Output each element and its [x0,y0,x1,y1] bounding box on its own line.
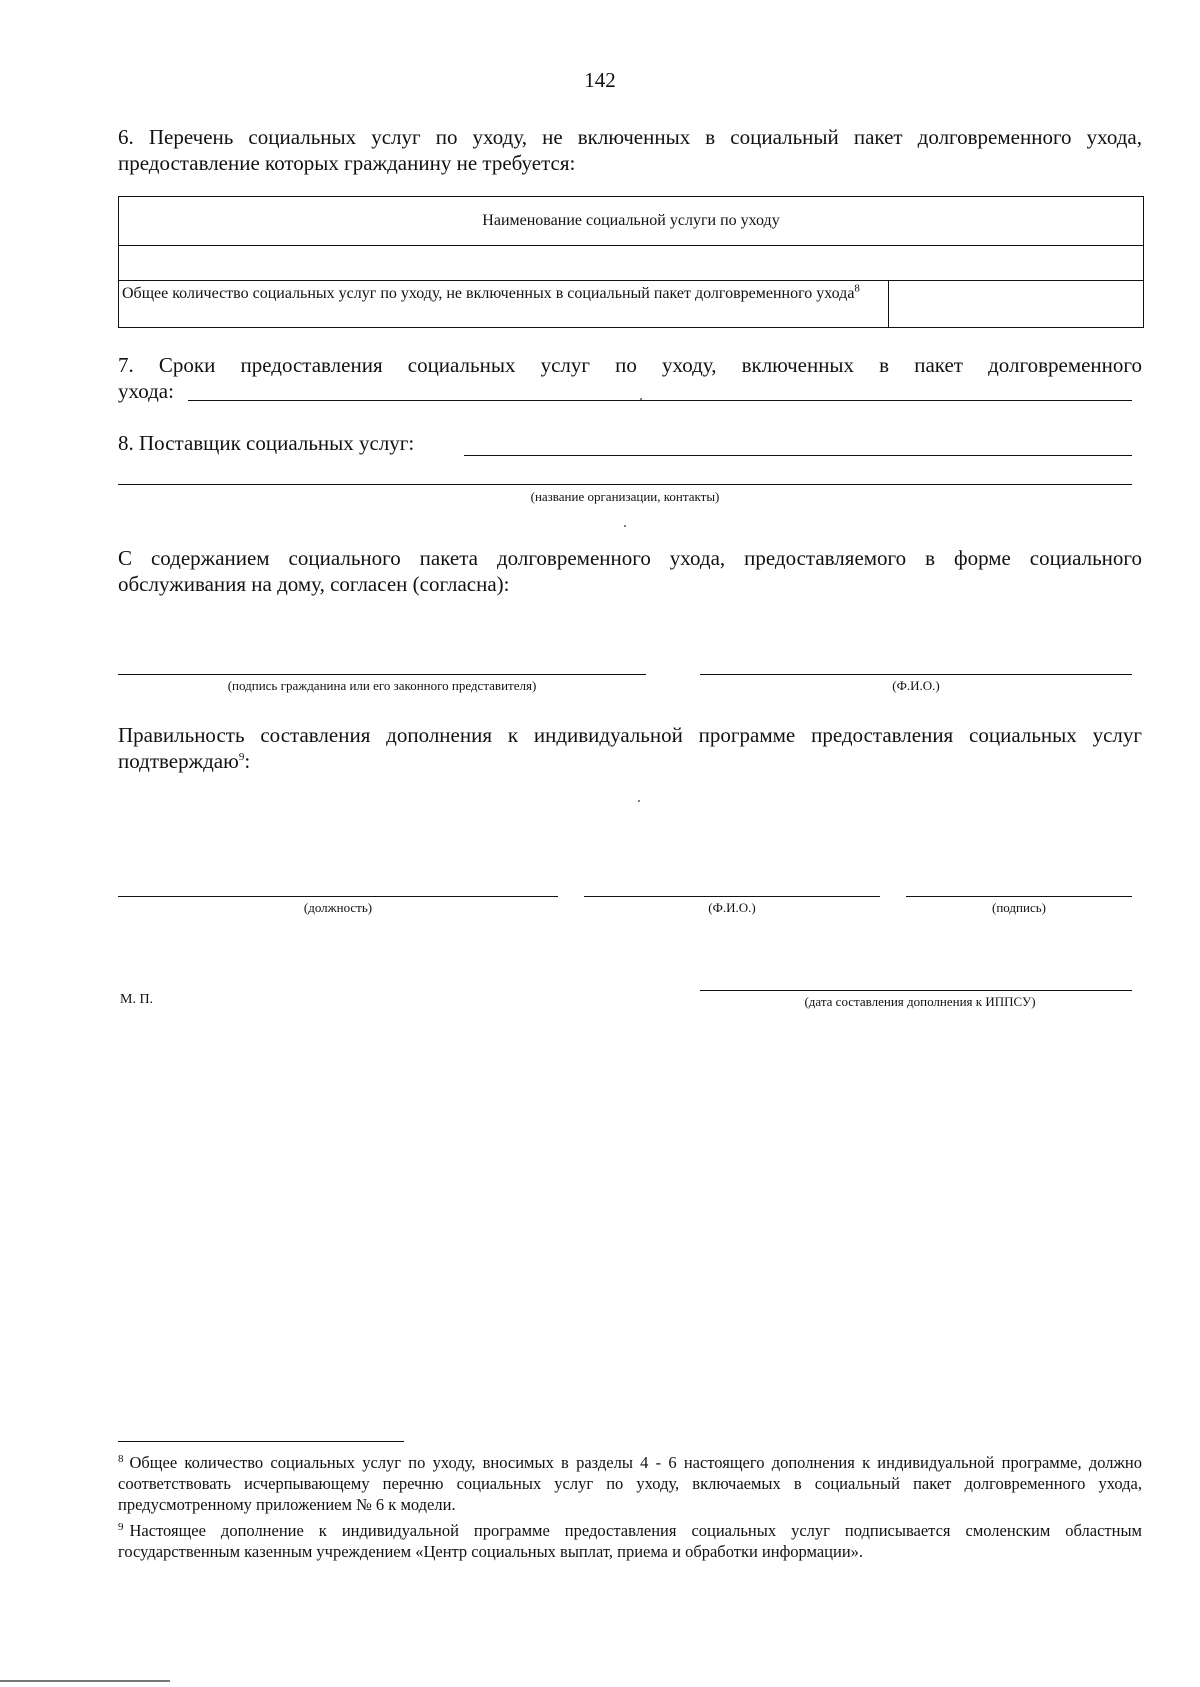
section-7-term-field[interactable] [188,400,1132,401]
official-name-caption: (Ф.И.О.) [708,900,756,915]
consent-text: С содержанием социального пакета долговременного ухода, предоставляемого в форме социального обслуживания на дому, согласен (согласна): [118,546,1142,596]
section-6-text: 6. Перечень социальных услуг по уходу, не включенных в социальный пакет долговременного ухода, предоставление которых гражданину не требуется: [118,125,1142,175]
confirmation-text-body: Правильность составления дополнения к индивидуальной программе предоставления социальных услуг подтверждаю [118,723,1142,773]
official-signature-caption: (подпись) [992,900,1046,915]
confirmation-text-suffix: : [244,749,251,773]
table-total-label-text: Общее количество социальных услуг по уходу, не включенных в социальный пакет долговременного ухода [122,285,855,302]
citizen-signature-line[interactable] [118,674,646,675]
official-signature-line[interactable] [906,896,1132,897]
seal-label: М. П. [120,992,154,1007]
date-caption: (дата составления дополнения к ИППСУ) [804,994,1036,1009]
footnote-9-number: 9 [118,1520,124,1533]
citizen-name-caption: (Ф.И.О.) [892,678,940,693]
citizen-name-line[interactable] [700,674,1132,675]
scan-dot [638,800,640,802]
footnote-9-text: Настоящее дополнение к индивидуальной программе предоставления социальных услуг подписывается смоленским областным государственным казенным учреждением «Центр социальных выплат, приема и обработки информации». [118,1521,1142,1561]
provider-field-line-2[interactable] [118,484,1132,485]
table-empty-row [119,246,1143,281]
footnote-separator [118,1441,404,1442]
table-total-row [119,281,1143,327]
table-total-label [119,281,889,327]
position-line[interactable] [118,896,558,897]
position-caption: (должность) [303,900,373,915]
footnote-ref-9: 9 [238,751,245,763]
footnote-8-number: 8 [118,1452,124,1465]
scan-dot [624,525,626,527]
section-7-line-1: 7. Сроки предоставления социальных услуг по уходу, включенных в пакет долговременного [118,353,1142,377]
page-number: 142 [584,68,616,92]
footnote-ref-8: 8 [854,282,860,295]
confirmation-text [118,722,1142,774]
scan-dot [640,398,642,400]
footnote-8-text: Общее количество социальных услуг по уходу, вносимых в разделы 4 - 6 настоящего дополнения к индивидуальной программе, должно соответствовать исчерпывающему перечню социальных услуг по уходу, включаемых в социальный пакет долговременного ухода, предусмотренному приложением № 6 к модели. [118,1453,1142,1514]
section-8-label: 8. Поставщик социальных услуг: [118,431,415,455]
footnote-8 [118,1452,1142,1515]
provider-field-line-1[interactable] [464,455,1132,456]
scan-edge-mark [0,1680,170,1682]
citizen-signature-caption: (подпись гражданина или его законного представителя) [227,678,537,693]
section-7-line-2-prefix: ухода: [118,379,174,403]
table-total-value-cell[interactable] [889,281,1143,327]
table-header: Наименование социальной услуги по уходу [119,197,1143,246]
provider-caption: (название организации, контакты) [530,489,720,504]
services-table [118,196,1144,328]
official-name-line[interactable] [584,896,880,897]
footnote-9 [118,1520,1142,1562]
date-line[interactable] [700,990,1132,991]
